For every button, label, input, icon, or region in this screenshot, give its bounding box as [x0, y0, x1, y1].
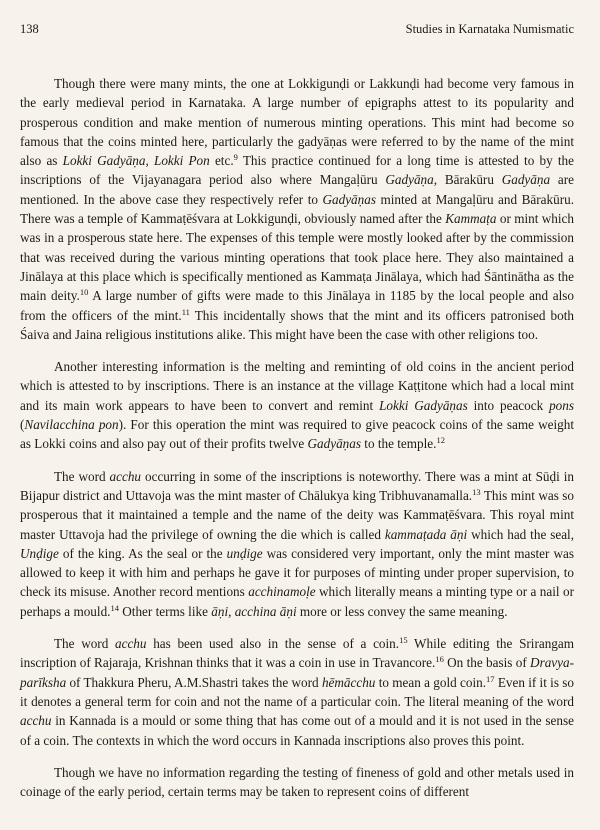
text-run: Though we have no information regarding the testing of fineness of gold and other metals used in coinage of the early period, certain terms may be taken to represent coins of different	[20, 764, 574, 800]
text-run: of Thakkura Pheru, A.M.Shastri takes the word	[66, 674, 322, 690]
footnote-ref: 17	[486, 673, 495, 684]
paragraph-3	[20, 467, 574, 621]
text-run: Though there were many mints, the one at Lokkigunḍi or Lakkunḍi had become very famous in the early medieval period in Karnataka. A large number of epigraphs attest to its popularity and prosperous condition and make mention of numerous minting operations. This mint had become so famous that the coins minted here, particularly the gadyāṇas were referred to by the name of the mint also as	[20, 76, 574, 169]
italic-term: Navilacchina pon	[24, 417, 119, 433]
italic-term: acchu	[115, 636, 147, 652]
italic-term: kammaṭada āṇi	[384, 526, 468, 542]
footnote-ref: 9	[233, 152, 238, 163]
text-run: The word	[54, 636, 115, 652]
text-run: Even if it is so it denotes a general term for coin and not the name of a particular coin. The literal meaning of the word	[20, 674, 575, 709]
text-run: This practice continued for a long time is attested to by the inscriptions of the Vijayanagara period also where Mangaḷūru	[20, 153, 575, 188]
text-run: are mentioned. In the above case they respectively refer to	[20, 172, 574, 207]
text-run: While editing the Srirangam inscription of Rajaraja, Krishnan thinks that it was a coin in use in Travancore.	[20, 636, 574, 671]
italic-term: Gadyāṇas	[322, 191, 376, 207]
text-run: in Kannada is a mould or some thing that has come out of a mould and it is not used in the sense of a coin. The contexts in which the word occurs in Kannada inscriptions also proves this point.	[20, 713, 574, 748]
footnote-ref: 15	[399, 635, 408, 646]
text-run: of the king. As the seal or the	[58, 545, 227, 561]
paragraph-2	[20, 357, 574, 453]
text-run: was considered very important, only the mint master was allowed to keep it with him and perhaps he gave it for purposes of minting under proper supervision, to check its misuse. Another record mentions	[20, 545, 574, 600]
text-run: On the basis of	[443, 655, 531, 671]
footnote-ref: 10	[79, 287, 89, 298]
text-run: minted at Mangaḷūru and Bārakūru. There was a temple of Kammaṭēśvara at Lokkigunḍi, obviously named after the	[20, 191, 574, 227]
italic-term: Kammaṭa	[445, 211, 497, 227]
text-run: Bārakūru	[437, 172, 502, 188]
text-run: occurring in some of the inscriptions is noteworthy. There was a mint at Sūḍi in Bijapur district and Uttavoja was the mint master of Chālukya king Tribhuvanamalla.	[20, 468, 574, 503]
page-number: 138	[20, 22, 39, 36]
italic-term: Gadyāṇa	[501, 172, 551, 188]
text-run: Another interesting information is the melting and reminting of old coins in the ancient period which is attested to by inscriptions. There is an instance at the village Kaṭṭitone which had a local mint and its main work appears to have been to convert and remint	[20, 359, 574, 413]
text-run: or mint which was in a prosperous state here. The expenses of this temple were mostly looked after by the commission that was received during the various minting operations that took place here. They also maintained a Jinālaya at this place which is specifically mentioned as Kammaṭa Jinālaya, which had Śāntinātha as the main deity.	[20, 211, 574, 304]
text-run: into peacock	[467, 397, 550, 413]
italic-term: Lokki Gadyāṇas	[379, 397, 468, 413]
text-run: This incidentally shows that the mint and its officers patronised both Śaiva and Jaina religious institutions alike. This might have been the case with other religions too.	[20, 307, 574, 342]
footnote-ref: 16	[435, 654, 444, 665]
text-run: Other terms like	[118, 603, 212, 619]
running-title: Studies in Karnataka Numismatic	[405, 22, 574, 36]
italic-term: Unḍige	[20, 545, 59, 561]
text-run: etc.	[209, 153, 234, 169]
text-run: which literally means a minting type or a nail or perhaps a mould.	[20, 584, 574, 619]
text-run: has been used also in the sense of a coin.	[146, 636, 400, 652]
italic-term: Dravya-parīksha	[20, 655, 574, 690]
text-run: more or less convey the same meaning.	[296, 603, 508, 619]
paragraph-5	[20, 763, 574, 802]
text-run: A large number of gifts were made to this Jinālaya in 1185 by the local people and also from the officers of the mint.	[20, 288, 574, 323]
italic-term: acchinamoḷe	[248, 584, 316, 600]
footnote-ref: 11	[181, 306, 190, 317]
italic-term: Lokki Gadyāṇa, Lokki Pon	[62, 153, 210, 169]
paragraph-4	[20, 634, 574, 750]
text-run: This mint was so prosperous that it maintained a temple and the name of the deity was Kammaṭēśvara. This royal mint master Uttavoja had the privilege of owning the die which is called	[20, 487, 575, 542]
text-run: ). For this operation the mint was required to give peacock coins of the same weight as Lokki coins and also pay out of their profits twelve	[20, 417, 574, 452]
footnote-ref: 14	[110, 602, 119, 613]
italic-term: acchu	[109, 468, 142, 484]
text-run: to the temple.	[360, 436, 437, 452]
text-run: which had the seal,	[467, 526, 575, 542]
footnote-ref: 13	[472, 486, 481, 497]
text-run: The word	[54, 468, 110, 484]
running-head	[20, 22, 574, 38]
body-text	[20, 74, 574, 814]
paragraph-1	[20, 74, 574, 344]
italic-term: pons	[549, 397, 574, 413]
italic-term: unḍige	[226, 545, 263, 561]
italic-term: hēmācchu	[321, 674, 376, 690]
italic-term: acchu	[20, 713, 52, 729]
footnote-ref: 12	[436, 435, 445, 446]
italic-term: Gadyāṇas	[307, 436, 361, 452]
italic-term: Gadyāṇa,	[385, 172, 438, 188]
text-run: (	[20, 417, 25, 433]
italic-term: āṇi, acchina āṇi	[211, 603, 297, 619]
text-run: to mean a gold coin.	[375, 674, 487, 690]
